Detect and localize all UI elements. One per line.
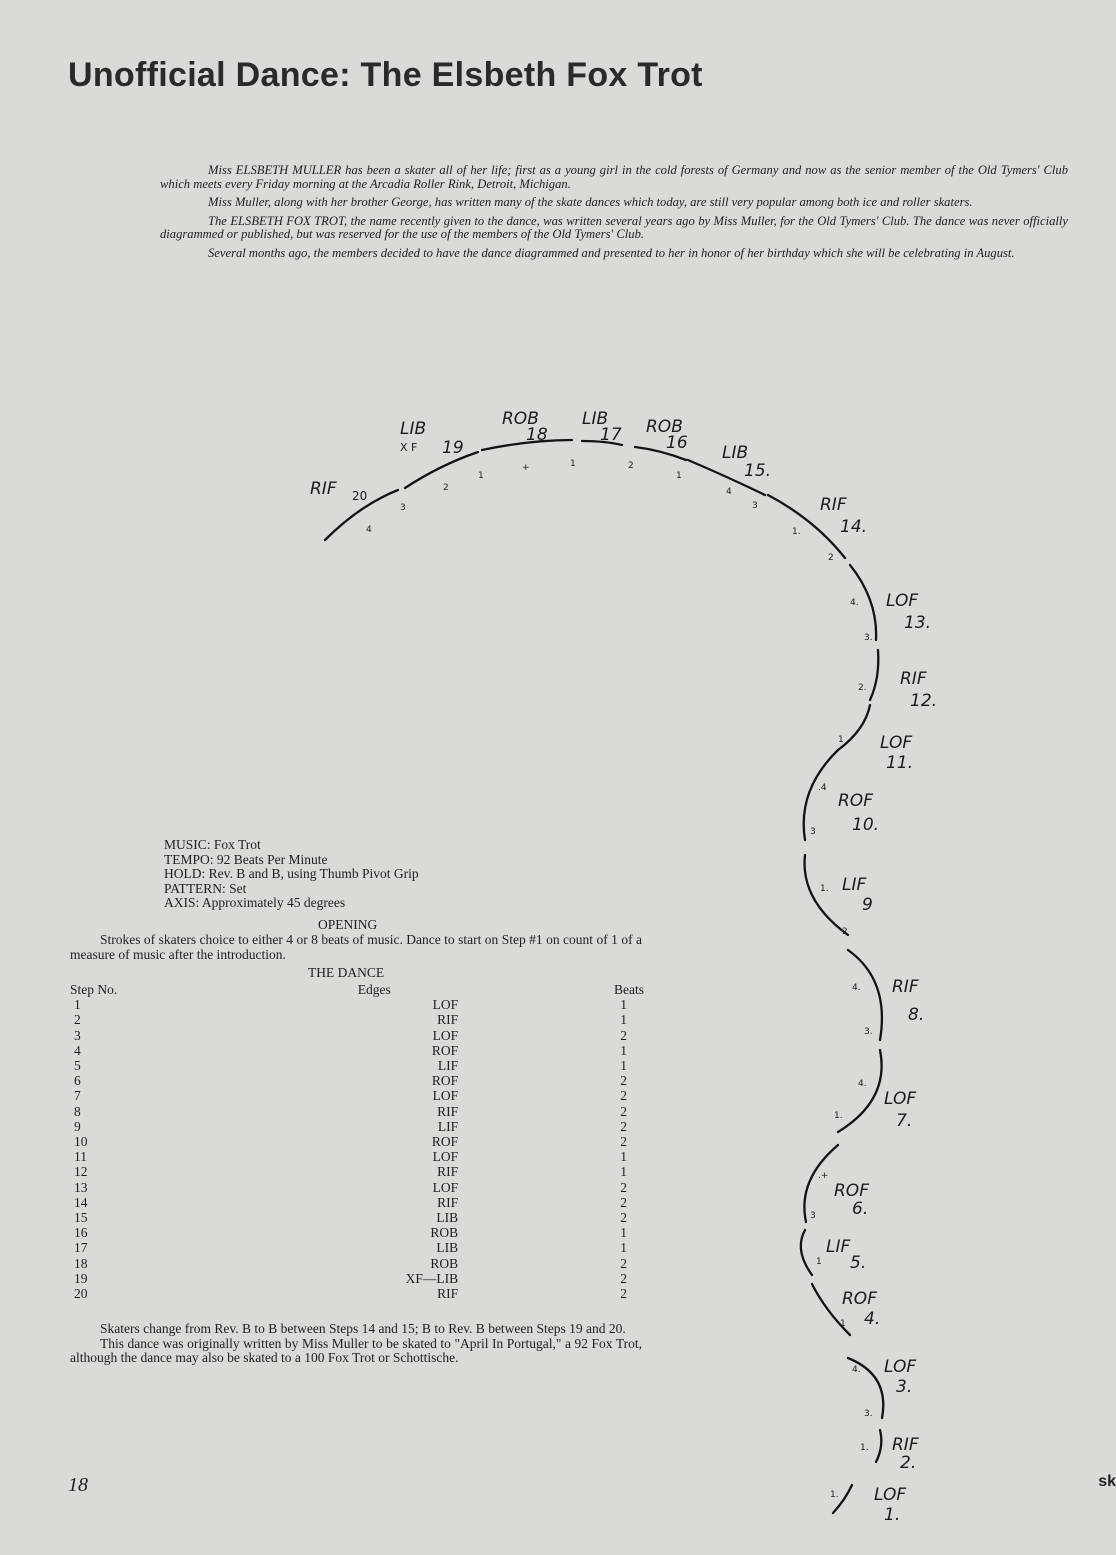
edge-cell: RIF (437, 1012, 459, 1028)
step-number: 10. (852, 815, 880, 835)
table-row (70, 1104, 644, 1119)
step-edge: ROF (834, 1181, 869, 1201)
svg-text:2: 2 (842, 927, 848, 937)
lobe-7 (838, 1050, 882, 1132)
step-number-cell: 3 (74, 1027, 81, 1043)
table-row (70, 1180, 644, 1195)
svg-text:1.: 1. (830, 1490, 839, 1500)
step-number-cell: 5 (74, 1058, 81, 1074)
edge-cell: LOF (432, 1149, 459, 1165)
header-step: Step No. (70, 982, 118, 997)
svg-text:3: 3 (810, 827, 816, 837)
step-label-4 (842, 1289, 880, 1329)
svg-text:2: 2 (628, 461, 634, 471)
beats-cell: 2 (620, 1088, 627, 1104)
opening-text: Strokes of skaters choice to either 4 or 8 beats of music. Dance to start on Step #1 on count of 1 of a measure of music after the introduction. (70, 932, 642, 962)
step-edge: ROF (842, 1289, 877, 1309)
beats-cell: 1 (620, 1164, 627, 1180)
beats-cell: 1 (620, 1012, 627, 1028)
edge-cell: ROB (430, 1225, 459, 1241)
step-number: 13. (904, 613, 932, 633)
step-number: 8. (908, 1005, 925, 1025)
step-prefix: X F (400, 441, 418, 454)
svg-text:4.: 4. (850, 598, 859, 608)
svg-text:3.: 3. (864, 1409, 873, 1419)
step-edge: ROB (646, 417, 683, 437)
step-number-cell: 13 (74, 1179, 88, 1195)
table-row (70, 1088, 644, 1103)
step-edge: RIF (820, 495, 847, 515)
table-row (70, 1271, 644, 1286)
step-edge: RIF (892, 1435, 919, 1455)
table-row (70, 1225, 644, 1240)
step-number: 16 (666, 433, 688, 453)
edge-cell: LIB (436, 1240, 459, 1256)
beats-cell: 2 (620, 1073, 627, 1089)
beats-cell: 1 (620, 997, 627, 1013)
svg-text:2.: 2. (858, 683, 867, 693)
step-label-14 (820, 495, 867, 537)
step-number: 19 (442, 438, 464, 458)
step-edge: LIB (400, 419, 427, 439)
step-number: 6. (852, 1199, 869, 1219)
table-row (70, 1164, 644, 1179)
edge-cell: LOF (432, 1027, 459, 1043)
step-edge: LIF (826, 1237, 851, 1257)
svg-text:1.: 1. (834, 1111, 843, 1121)
svg-text:3.: 3. (864, 1027, 873, 1037)
beats-cell: 1 (620, 1149, 627, 1165)
dance-specs (164, 838, 464, 911)
step-number-cell: 18 (74, 1255, 88, 1271)
step-edge: LOF (880, 733, 913, 753)
lobe-10 (804, 750, 838, 840)
edge-cell: LOF (432, 1179, 459, 1195)
step-number: 18 (526, 425, 548, 445)
beats-cell: 2 (620, 1027, 627, 1043)
edge-cell: XF—LIB (405, 1270, 459, 1286)
table-row (70, 1286, 644, 1301)
step-number-cell: 1 (74, 997, 81, 1013)
table-row (70, 1043, 644, 1058)
svg-text:4.: 4. (852, 983, 861, 993)
svg-text:1: 1 (676, 471, 682, 481)
step-edge: LOF (874, 1485, 907, 1505)
footnote (70, 1322, 642, 1366)
page-title: Unofficial Dance: The Elsbeth Fox Trot (68, 56, 703, 94)
step-number: 1. (884, 1505, 901, 1525)
step-edge: LIF (842, 875, 867, 895)
edge-cell: ROF (431, 1134, 459, 1150)
step-number: 12. (910, 691, 938, 711)
spec-tempo: TEMPO: 92 Beats Per Minute (164, 851, 328, 867)
intro-paragraph: Miss Muller, along with her brother George, has written many of the skate dances which today, are still very popular among both ice and roller skaters. (208, 195, 973, 210)
beats-cell: 1 (620, 1058, 627, 1074)
beats-cell: 2 (620, 1134, 627, 1150)
step-number-cell: 17 (74, 1240, 88, 1256)
step-edge: ROB (502, 409, 539, 429)
footnote-paragraph: Skaters change from Rev. B to B between Steps 14 and 15; B to Rev. B between Steps 19 and 20. (100, 1321, 626, 1336)
table-row (70, 1058, 644, 1073)
step-number-cell: 11 (74, 1149, 87, 1165)
step-number-cell: 12 (74, 1164, 88, 1180)
step-label-5 (826, 1237, 866, 1273)
edge-cell: LIF (437, 1058, 459, 1074)
svg-text:4: 4 (366, 525, 372, 535)
step-number-cell: 2 (74, 1012, 81, 1028)
step-label-15 (722, 443, 771, 481)
step-edge: LOF (886, 591, 919, 611)
svg-text:1: 1 (838, 735, 844, 745)
beats-cell: 2 (620, 1210, 627, 1226)
step-label-1 (874, 1485, 906, 1525)
beats-cell: 2 (620, 1286, 627, 1302)
step-edge: LIB (722, 443, 749, 463)
step-label-18 (502, 409, 548, 445)
edge-cell: RIF (437, 1164, 459, 1180)
steps-table (70, 982, 644, 1301)
lobe-2 (876, 1430, 881, 1462)
step-label-16 (646, 417, 688, 453)
step-number-cell: 7 (74, 1088, 81, 1104)
dance-heading: THE DANCE (308, 965, 385, 980)
svg-text:4: 4 (726, 487, 732, 497)
step-label-19 (400, 419, 464, 458)
spec-axis: AXIS: Approximately 45 degrees (164, 895, 346, 910)
step-number: 14. (840, 517, 868, 537)
edge-cell: LOF (432, 997, 459, 1013)
beats-cell: 1 (620, 1225, 627, 1241)
svg-text:1.: 1. (820, 884, 829, 894)
beats-cell: 2 (620, 1255, 627, 1271)
beats-cell: 2 (620, 1103, 627, 1119)
intro-paragraph: Miss ELSBETH MULLER has been a skater all of her life; first as a young girl in the cold forests of Germany and now as the senior member of the Old Tymers' Club which meets every Friday morning at the Arcadia Roller Rink, Detroit, Michigan. (160, 163, 1068, 191)
step-number: 7. (896, 1111, 913, 1131)
edge-cell: RIF (437, 1194, 459, 1210)
svg-text:3: 3 (400, 503, 406, 513)
intro-paragraph: Several months ago, the members decided to have the dance diagrammed and presented to her in honor of her birthday which she will be celebrating in August. (208, 245, 1015, 260)
edge-cell: ROF (431, 1073, 459, 1089)
step-edge: ROF (838, 791, 873, 811)
svg-text:.4: .4 (818, 783, 827, 793)
step-number: 5. (850, 1253, 867, 1273)
step-label-20 (310, 479, 367, 503)
table-row (70, 997, 644, 1012)
step-label-8 (892, 977, 924, 1025)
step-edge: LOF (884, 1089, 917, 1109)
page-number: 18 (68, 1474, 88, 1496)
svg-text:4.: 4. (852, 1365, 861, 1375)
svg-text:4.: 4. (858, 1079, 867, 1089)
beats-cell: 2 (620, 1270, 627, 1286)
spec-hold: HOLD: Rev. B and B, using Thumb Pivot Grip (164, 866, 419, 881)
edge-cell: LIB (436, 1210, 459, 1226)
step-number: 3. (896, 1377, 913, 1397)
step-label-2 (892, 1435, 919, 1473)
table-row (70, 1012, 644, 1027)
beats-cell: 2 (620, 1118, 627, 1134)
svg-text:3: 3 (810, 1211, 816, 1221)
edge-cell: ROB (430, 1255, 459, 1271)
header-edges: Edges (357, 982, 391, 997)
step-edge: LOF (884, 1357, 917, 1377)
cut-off-edge-text: sk (1098, 1473, 1116, 1490)
table-row (70, 1134, 644, 1149)
step-number-cell: 10 (74, 1134, 88, 1150)
table-row (70, 1195, 644, 1210)
beats-cell: 2 (620, 1194, 627, 1210)
table-row (70, 1240, 644, 1255)
edge-cell: LOF (432, 1088, 459, 1104)
svg-text:2: 2 (443, 483, 449, 493)
step-number-cell: 14 (74, 1194, 88, 1210)
step-edge: RIF (900, 669, 927, 689)
table-row (70, 1256, 644, 1271)
svg-text:1.: 1. (792, 527, 801, 537)
step-number: 9 (862, 895, 873, 915)
step-label-11 (880, 733, 913, 773)
step-number-cell: 4 (74, 1042, 81, 1058)
svg-text:.+: .+ (818, 1171, 829, 1181)
step-number-cell: 19 (74, 1270, 88, 1286)
step-number-cell: 15 (74, 1210, 88, 1226)
step-edge: RIF (892, 977, 919, 997)
step-number: 20 (352, 489, 368, 503)
header-beats: Beats (614, 982, 644, 997)
step-number-cell: 20 (74, 1286, 88, 1302)
spec-music: MUSIC: Fox Trot (164, 837, 261, 852)
step-number-cell: 9 (74, 1118, 81, 1134)
lobe-9 (805, 855, 848, 935)
step-label-3 (884, 1357, 916, 1397)
step-number: 2. (900, 1453, 917, 1473)
step-number: 4. (864, 1309, 881, 1329)
table-row (70, 1210, 644, 1225)
edge-cell: ROF (431, 1042, 459, 1058)
lobe-12 (870, 650, 878, 700)
step-label-9 (842, 875, 873, 915)
step-label-7 (884, 1089, 916, 1131)
svg-text:3: 3 (752, 501, 758, 511)
step-label-13 (886, 591, 931, 633)
edge-cell: LIF (437, 1118, 459, 1134)
table-row (70, 1149, 644, 1164)
intro-paragraph: The ELSBETH FOX TROT, the name recently given to the dance, was written several years ago by Miss Muller, for the Old Tymers' Club. The dance was never officially diagrammed or published, but was reserved for the use of the members of the Old Tymers' Club. (160, 213, 1068, 242)
edge-cell: RIF (437, 1103, 459, 1119)
step-edge: LIB (582, 409, 609, 429)
table-row (70, 1028, 644, 1043)
step-number: 11. (886, 753, 914, 773)
beats-cell: 1 (620, 1042, 627, 1058)
step-number-cell: 6 (74, 1073, 81, 1089)
spec-pattern: PATTERN: Set (164, 880, 247, 896)
step-number: 15. (744, 461, 772, 481)
step-label-10 (838, 791, 879, 835)
opening-heading: OPENING (318, 917, 378, 932)
lobe-5 (801, 1230, 812, 1275)
table-header-row (70, 982, 644, 997)
table-row (70, 1119, 644, 1134)
svg-text:+: + (522, 463, 530, 473)
svg-text:3.: 3. (864, 633, 873, 643)
beats-cell: 2 (620, 1179, 627, 1195)
step-number: 17 (600, 425, 622, 445)
beats-cell: 1 (620, 1240, 627, 1256)
step-label-12 (900, 669, 937, 711)
step-edge: RIF (310, 479, 337, 499)
svg-text:1: 1 (816, 1257, 822, 1267)
step-number-cell: 8 (74, 1103, 81, 1119)
step-label-17 (582, 409, 622, 445)
step-number-cell: 16 (74, 1225, 88, 1241)
svg-text:1.: 1. (860, 1443, 869, 1453)
footnote-paragraph: This dance was originally written by Miss Muller to be skated to "April In Portugal," a 92 Fox Trot, although the dance may also be skated to a 100 Fox Trot or Schottische. (70, 1335, 642, 1365)
svg-text:1: 1 (478, 471, 484, 481)
svg-text:2: 2 (828, 553, 834, 563)
step-label-6 (834, 1181, 869, 1219)
edge-cell: RIF (437, 1286, 459, 1302)
table-row (70, 1073, 644, 1088)
svg-text:1: 1 (570, 459, 576, 469)
svg-text:1: 1 (840, 1319, 846, 1329)
